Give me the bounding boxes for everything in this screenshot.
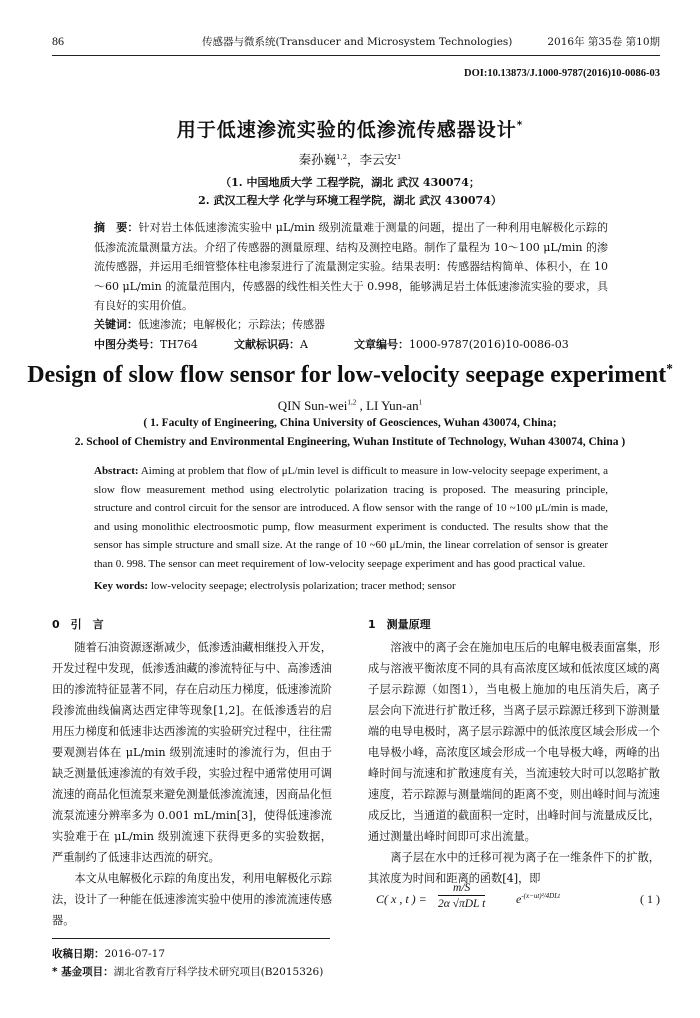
keywords-cn-text: 低速渗流；电解极化；示踪法；传感器	[138, 318, 325, 331]
author-en-separator: ,	[356, 398, 367, 413]
affiliation-en-1: ( 1. Faculty of Engineering, China University of Geosciences, Wuhan 430074, China;	[143, 417, 557, 429]
header-rule	[52, 55, 660, 56]
equation-number: ( 1 )	[640, 892, 660, 906]
abstract-cn-label: 摘 要：	[94, 221, 139, 234]
equation-1	[368, 884, 660, 924]
left-column	[52, 614, 332, 931]
received-value: 2016-07-17	[104, 948, 166, 960]
title-footnote-mark: *	[516, 119, 524, 132]
abstract-chinese	[94, 218, 608, 316]
footnote-received	[52, 946, 165, 961]
equation-exponential	[516, 892, 560, 907]
author-separator: ，	[347, 152, 360, 167]
article-value: 1000-9787(2016)10-0086-03	[409, 338, 569, 351]
equation-exponent: -(x−ut)²/4DLt	[521, 892, 561, 900]
doc-label: 文献标识码：	[234, 338, 300, 351]
issue-info: 2016年 第35卷 第10期	[547, 36, 660, 48]
title-english	[0, 362, 700, 389]
fund-label: * 基金项目：	[52, 966, 114, 978]
fund-value: 湖北省教育厅科学技术研究项目(B2015326)	[113, 966, 324, 978]
abstract-cn-text: 针对岩土体低速渗流实验中 μL/min 级别流量难于测量的问题，提出了一种利用电解极化示踪的低渗流流量测量方法。介绍了传感器的测量原理、结构及测控电路。制作了量程为 10～100 μL/min 的渗流传感器，并运用毛细管整体柱电渗泵进行了流量测定实验。结果表明：传感器结构简单、体积小，在 10～60 μL/min 的流量范围内，传感器的线性相关性大于 0.998，能够满足岩土体低速渗流实验的要求，具有良好的实用价值。	[94, 221, 609, 312]
section-0-heading: 0 引 言	[52, 618, 104, 631]
footnote-rule	[52, 938, 330, 939]
section-1-heading: 1 测量原理	[368, 618, 431, 631]
title-chinese	[0, 115, 700, 142]
clc-label: 中图分类号：	[94, 338, 160, 351]
author-2-affil: 1	[397, 152, 402, 161]
title-chinese-text: 用于低速渗流实验的低渗流传感器设计	[176, 119, 517, 141]
page-number: 86	[52, 34, 64, 48]
keywords-chinese	[94, 316, 608, 332]
section-0-paragraph-2: 本文从电解极化示踪的角度出发，利用电解极化示踪法，设计了一种能在低速渗流实验中使用的渗流流速传感器。	[52, 872, 332, 927]
keywords-en-text: low-velocity seepage; electrolysis polarization; tracer method; sensor	[150, 580, 456, 592]
keywords-en-label: Key words:	[94, 580, 149, 592]
affiliation-en-2: 2. School of Chemistry and Environmental Engineering, Wuhan Institute of Technology, Wuhan 430074, China )	[74, 436, 626, 448]
doc-code	[234, 336, 308, 352]
authors-english	[0, 398, 700, 414]
footnote-fund	[52, 964, 323, 979]
equation-fraction	[438, 882, 485, 910]
author-2: 李云安	[359, 152, 398, 167]
equation-exp-base: e	[516, 892, 522, 906]
doc-value: A	[300, 338, 308, 351]
authors-chinese	[0, 150, 700, 168]
affiliation-cn-2: 2. 武汉工程大学 化学与环境工程学院，湖北 武汉 430074）	[198, 194, 502, 207]
author-1-en: QIN Sun-wei	[277, 398, 348, 413]
page-header	[52, 34, 660, 54]
author-2-en: LI Yun-an	[366, 398, 419, 413]
abstract-en-label: Abstract:	[94, 465, 139, 477]
equation-numerator: m/S	[438, 882, 485, 896]
keywords-cn-label: 关键词：	[94, 318, 138, 331]
clc-number	[94, 336, 198, 352]
right-column	[368, 614, 660, 889]
section-1-paragraph-2: 离子层在水中的迁移可视为离子在一维条件下的扩散，其浓度为时间和距离的函数[4]，即	[368, 851, 660, 885]
affiliation-cn-1: （1. 中国地质大学 工程学院，湖北 武汉 430074；	[220, 176, 480, 189]
author-1-affil: 1,2	[336, 152, 348, 161]
keywords-english	[94, 580, 608, 592]
journal-title: 传感器与微系统(Transducer and Microsystem Technologies)	[202, 36, 513, 48]
title-en-footnote-mark: *	[666, 361, 673, 376]
author-1: 秦孙巍	[298, 152, 337, 167]
abstract-en-text: Aiming at problem that flow of μL/min level is difficult to measure in low-velocity seepage experiment, a slow flow measurement method using electrolytic polarization tracing is proposed. The measuring principle, structure and control circuit for the sensor are introduced. A flow sensor with the range of 10 ~100 μL/min is made, and using monolithic electroosmotic pump, flow measurment experiment is conducted. The results show that the sensor has simple structure and small size. At the range of 10 ~60 μL/min, the linear correlation of sensor is greater than 0. 998. The sensor can meet requirement of low-velocity seepage experiment and has good practical value.	[94, 465, 608, 570]
article-number	[354, 336, 569, 352]
author-1-en-affil: 1,2	[347, 398, 357, 407]
equation-denominator: 2α √πDL t	[438, 898, 486, 910]
doi: DOI:10.13873/J.1000-9787(2016)10-0086-03	[464, 68, 660, 79]
section-1-paragraph-1: 溶液中的离子会在施加电压后的电解电极表面富集，形成与溶液平衡浓度不同的具有高浓度区域和低浓度区域的离子层示踪源（如图1），当电极上施加的电压消失后，离子层会向下流进行扩散迁移，当离子层示踪源迁移到下游测量端的电导电极时，离子层示踪源中的低浓度区域会形成一个电导极小峰，高浓度区域会形成一个电导极大峰，两峰的出峰时间与流速和扩散速度有关，当流速较大时可以忽略扩散速度，若示踪源与测量端间的距离不变，则出峰时间与流速成反比，当通道的截面积一定时，出峰时间与流量成反比，通过测量出峰时间即可求出流量。	[368, 641, 660, 843]
equation-lhs: C( x , t ) =	[376, 892, 427, 906]
abstract-english	[94, 462, 608, 573]
author-2-en-affil: 1	[418, 398, 423, 407]
article-label: 文章编号：	[354, 338, 409, 351]
title-english-text: Design of slow flow sensor for low-velocity seepage experiment	[27, 362, 667, 388]
section-0-paragraph-1: 随着石油资源逐渐减少，低渗透油藏相继投入开发，开发过程中发现，低渗透油藏的渗流特征与中、高渗透油田的渗流特征显著不同，存在启动压力梯度，低速渗流阶段渗流曲线偏离达西定律等现象[1,2]。在低渗透岩的启用压力梯度和低速非达西渗流的实验研究过程中，往往需要观测岩体在 μL/min 级别流速时的渗流行为，但由于缺乏测量低速渗流的有效手段，实验过程中通常使用可调流速的商品化恒流泵来避免测量低渗流流速，因商品化恒流泵流速分辨率多为 0.001 mL/min[3]，使得低速渗流实验难于在 μL/min 级别流速下获得更多的实验数据，严重制约了低速非达西流的研究。	[52, 641, 332, 864]
received-label: 收稿日期：	[52, 948, 105, 960]
clc-value: TH764	[160, 338, 198, 351]
